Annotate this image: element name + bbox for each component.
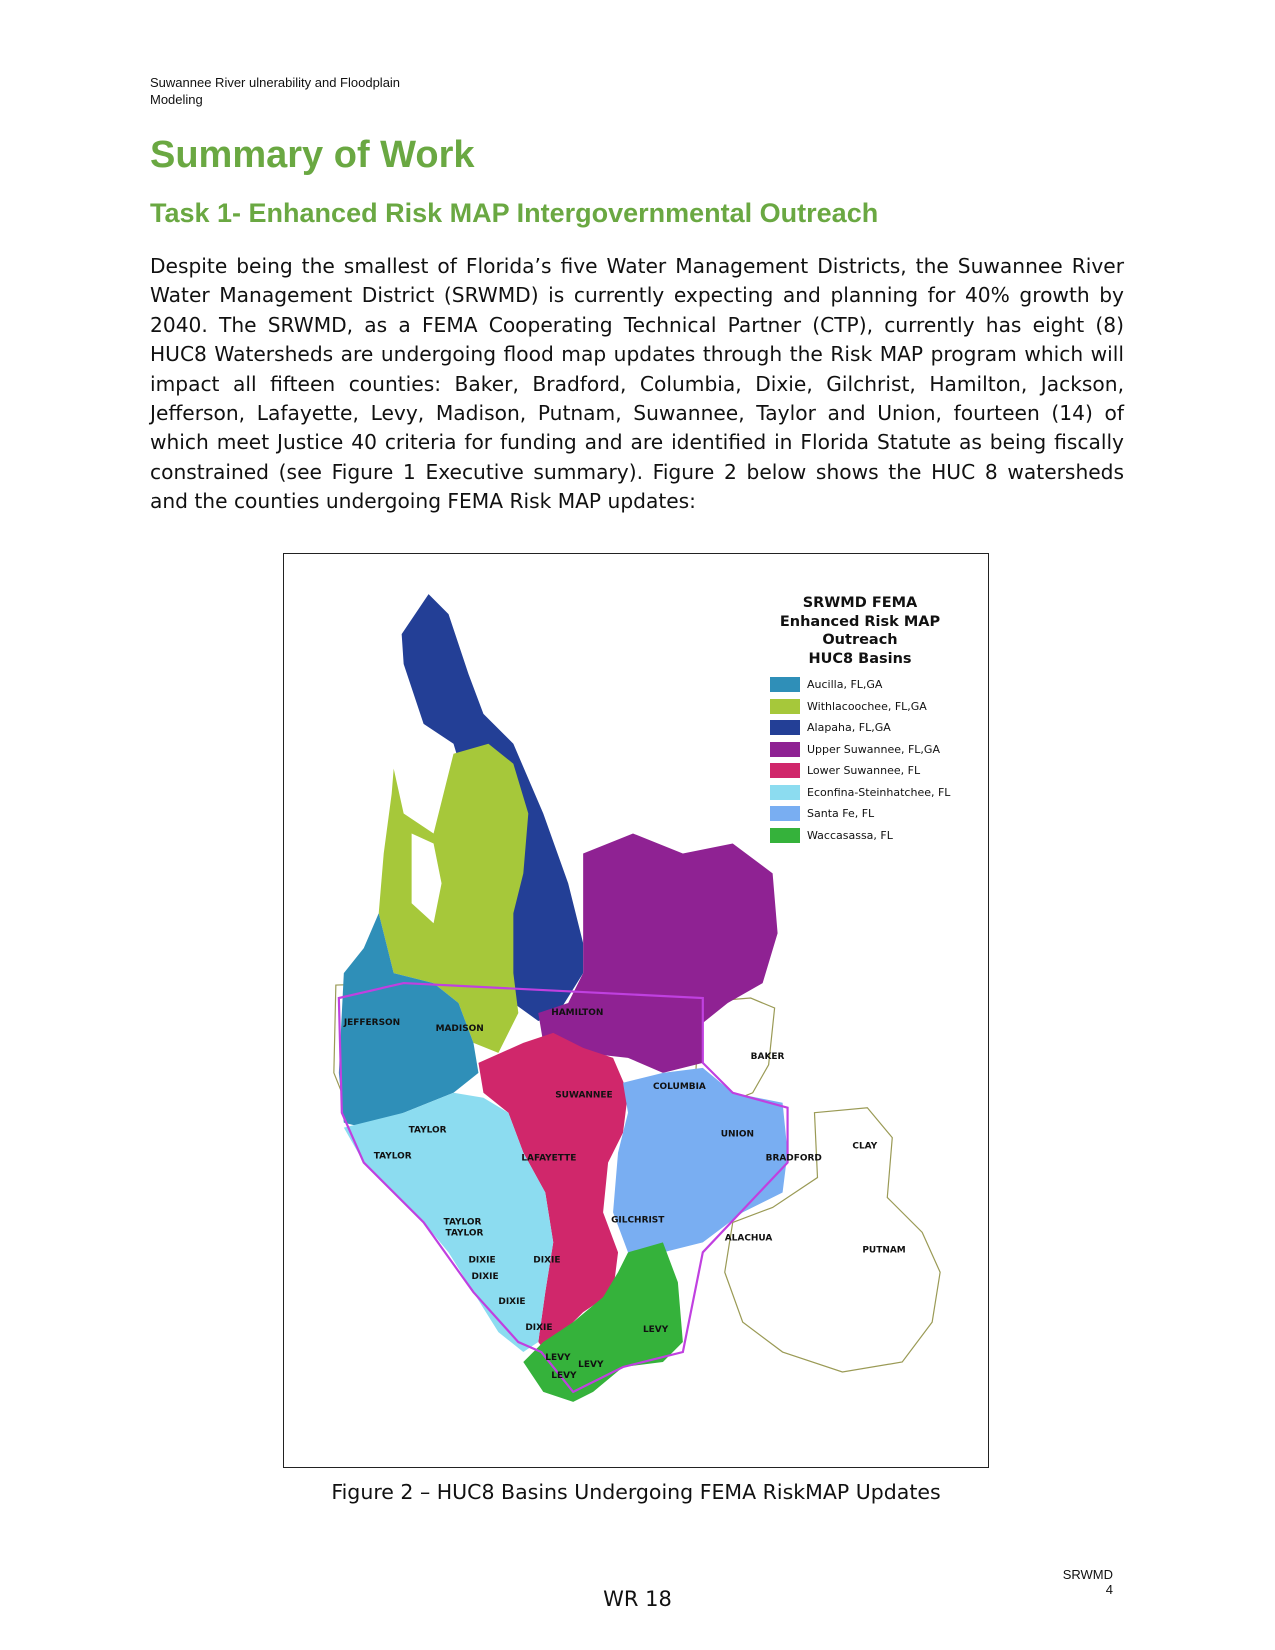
map-legend xyxy=(740,594,980,846)
county-label-levy-3: LEVY xyxy=(578,1359,604,1370)
legend-swatch xyxy=(770,806,800,821)
county-label-levy-1: LEVY xyxy=(642,1325,669,1336)
page-id: WR 18 xyxy=(603,1587,672,1611)
running-title-line1: Suwannee River ulnerability and Floodplain xyxy=(150,75,401,90)
county-label-columbia: COLUMBIA xyxy=(652,1081,706,1092)
county-label-taylor-2: TAYLOR xyxy=(373,1151,412,1162)
county-label-gilchrist: GILCHRIST xyxy=(611,1215,665,1226)
county-label-dixie-4: DIXIE xyxy=(498,1297,526,1308)
legend-item xyxy=(770,717,980,739)
legend-items xyxy=(740,674,980,846)
footer-right xyxy=(1000,1567,1113,1597)
county-label-lafayette: LAFAYETTE xyxy=(521,1153,577,1164)
figure-caption: Figure 2 – HUC8 Basins Undergoing FEMA RiskMAP Updates xyxy=(331,1480,941,1504)
county-label-dixie-2: DIXIE xyxy=(533,1255,561,1266)
legend-title-line2: Enhanced Risk MAP Outreach xyxy=(779,613,941,648)
huc8-basin-map-figure xyxy=(283,553,989,1468)
legend-swatch xyxy=(770,785,800,800)
county-label-levy-4: LEVY xyxy=(551,1370,577,1381)
county-label-suwannee: SUWANNEE xyxy=(555,1090,613,1101)
legend-label: Alapaha, FL,GA xyxy=(807,721,891,735)
legend-swatch xyxy=(770,828,800,843)
legend-label: Lower Suwannee, FL xyxy=(807,764,921,778)
legend-label: Aucilla, FL,GA xyxy=(807,678,883,692)
legend-item xyxy=(770,739,980,761)
county-label-hamilton: HAMILTON xyxy=(551,1007,604,1018)
county-label-dixie-3: DIXIE xyxy=(471,1272,499,1283)
county-label-dixie-1: DIXIE xyxy=(468,1255,496,1266)
county-label-taylor-1: TAYLOR xyxy=(408,1125,447,1136)
body-paragraph: Despite being the smallest of Florida’s five Water Management Districts, the Suwannee River Water Management District (SRWMD) is currently expecting and planning for 40% growth by 2040. The SRWMD, as a FEMA Cooperating Technical Partner (CTP), currently has eight (8) HUC8 Watersheds are undergoing flood map updates through the Risk MAP program which will impact all fifteen counties: Baker, Bradford, Columbia, Dixie, Gilchrist, Hamilton, Jackson, Jefferson, Lafayette, Levy, Madison, Putnam, Suwannee, Taylor and Union, fourteen (14) of which meet Justice 40 criteria for funding and are identified in Florida Statute as being fiscally constrained (see Figure 1 Executive summary). Figure 2 below shows the HUC 8 watersheds and the counties undergoing FEMA Risk MAP updates: xyxy=(150,254,1124,514)
legend-label: Waccasassa, FL xyxy=(807,828,893,842)
county-label-madison: MADISON xyxy=(435,1023,484,1034)
legend-swatch xyxy=(770,742,800,757)
county-label-dixie-5: DIXIE xyxy=(525,1323,553,1334)
county-label-putnam: PUTNAM xyxy=(862,1245,906,1256)
footer-org: SRWMD xyxy=(1062,1567,1113,1582)
legend-label: Econfina-Steinhatchee, FL xyxy=(807,785,951,799)
legend-label: Upper Suwannee, FL,GA xyxy=(807,742,940,756)
county-label-jefferson: JEFFERSON xyxy=(343,1017,401,1028)
legend-label: Withlacoochee, FL,GA xyxy=(807,699,927,713)
task-title: Task 1- Enhanced Risk MAP Intergovernmental Outreach xyxy=(150,198,879,228)
legend-title xyxy=(740,594,980,668)
legend-item xyxy=(770,760,980,782)
county-label-clay: CLAY xyxy=(852,1141,878,1152)
county-label-bradford: BRADFORD xyxy=(765,1153,822,1164)
county-label-levy-2: LEVY xyxy=(545,1353,571,1364)
legend-item xyxy=(770,696,980,718)
county-label-union: UNION xyxy=(720,1129,755,1140)
legend-swatch xyxy=(770,699,800,714)
county-label-alachua: ALACHUA xyxy=(724,1233,773,1244)
legend-title-line1: SRWMD FEMA xyxy=(802,595,918,611)
section-title: Summary of Work xyxy=(150,134,475,176)
legend-label: Santa Fe, FL xyxy=(807,807,875,821)
county-label-taylor-3: TAYLOR xyxy=(443,1217,482,1228)
legend-item xyxy=(770,674,980,696)
running-header xyxy=(150,74,570,108)
county-label-taylor-4: TAYLOR xyxy=(445,1228,484,1239)
legend-item xyxy=(770,782,980,804)
legend-swatch xyxy=(770,677,800,692)
legend-item xyxy=(770,803,980,825)
legend-swatch xyxy=(770,720,800,735)
legend-title-line3: HUC8 Basins xyxy=(808,650,912,667)
running-title-line2: Modeling xyxy=(150,92,203,107)
county-label-baker: BAKER xyxy=(750,1051,785,1062)
legend-item xyxy=(770,825,980,847)
legend-swatch xyxy=(770,763,800,778)
footer-page-number: 4 xyxy=(1105,1582,1113,1597)
